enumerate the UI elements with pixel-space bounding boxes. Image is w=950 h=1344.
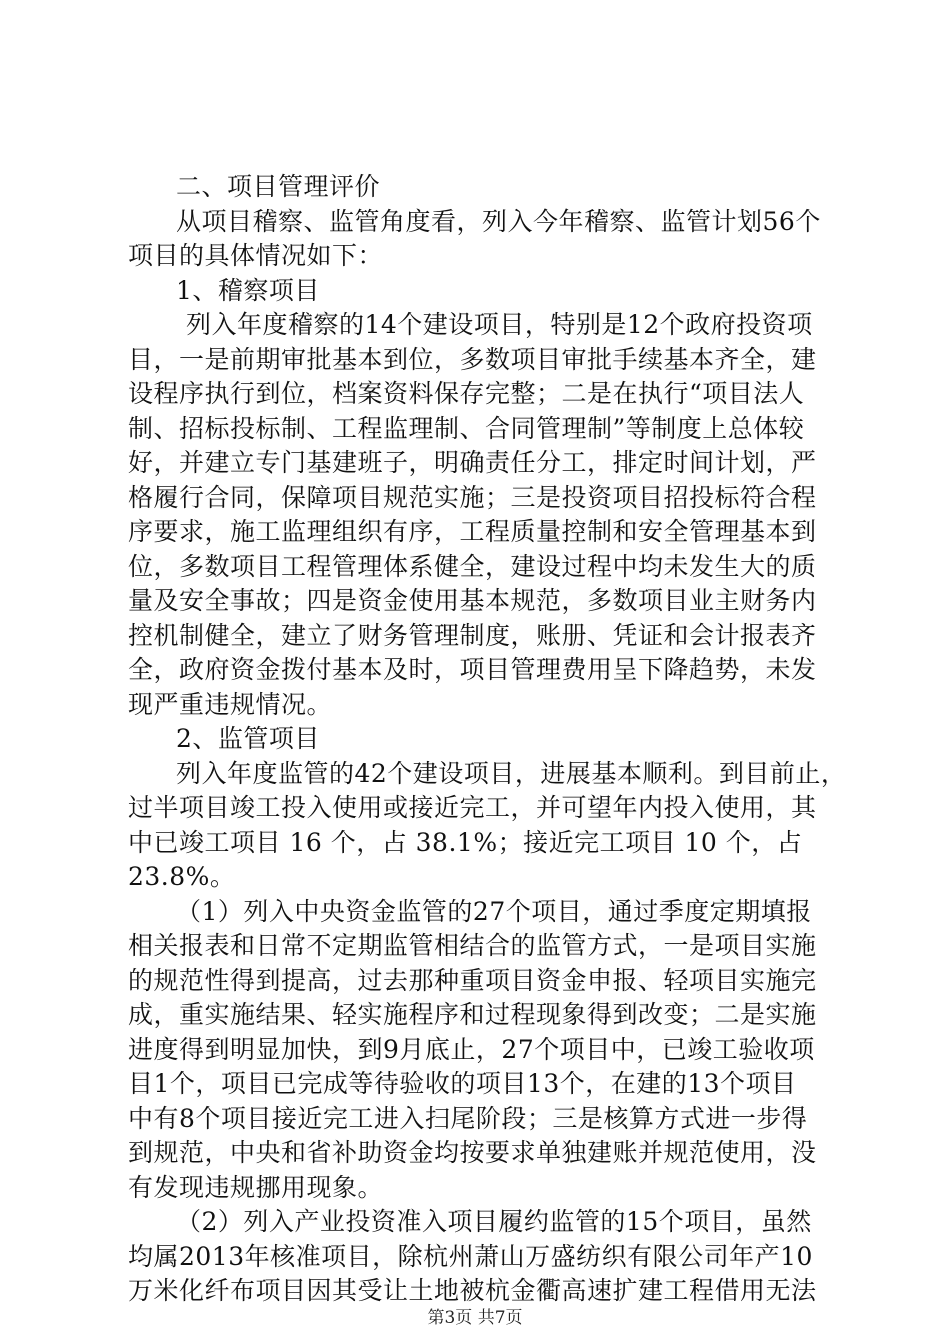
paragraph-line: 设程序执行到位，档案资料保存完整；二是在执行“项目法人 bbox=[128, 379, 805, 408]
paragraph-line: 到规范，中央和省补助资金均按要求单独建账并规范使用，没 bbox=[128, 1138, 817, 1167]
paragraph-line: （1）列入中央资金监管的27个项目，通过季度定期填报 bbox=[176, 896, 812, 926]
paragraph-line: 列入年度监管的42个建设项目，进展基本顺利。到目前止， bbox=[176, 758, 847, 788]
paragraph-line: 列入年度稽察的14个建设项目，特别是12个政府投资项 bbox=[186, 310, 813, 339]
paragraph-line: （2）列入产业投资准入项目履约监管的15个项目，虽然 bbox=[176, 1207, 812, 1236]
paragraph-line: 相关报表和日常不定期监管相结合的监管方式，一是项目实施 bbox=[128, 931, 817, 960]
paragraph-line: 的规范性得到提高，过去那种重项目资金申报、轻项目实施完 bbox=[128, 965, 817, 995]
paragraph-line: 万米化纤布项目因其受让土地被杭金衢高速扩建工程借用无法 bbox=[128, 1276, 817, 1305]
paragraph-line: 序要求，施工监理组织有序，工程质量控制和安全管理基本到 bbox=[128, 517, 817, 546]
paragraph-line: 进度得到明显加快，到9月底止，27个项目中，已竣工验收项 bbox=[128, 1034, 815, 1064]
paragraph-line: 量及安全事故；四是资金使用基本规范，多数项目业主财务内 bbox=[128, 586, 817, 615]
paragraph-line: 从项目稽察、监管角度看，列入今年稽察、监管计划56个 bbox=[176, 206, 821, 236]
paragraph-line: 位，多数项目工程管理体系健全，建设过程中均未发生大的质 bbox=[128, 551, 817, 581]
paragraph-line: 有发现违规挪用现象。 bbox=[128, 1172, 384, 1202]
paragraph-line: 中有8个项目接近完工进入扫尾阶段；三是核算方式进一步得 bbox=[128, 1103, 808, 1133]
paragraph-line: 控机制健全，建立了财务管理制度，账册、凭证和会计报表齐 bbox=[128, 620, 817, 650]
paragraph-line: 成，重实施结果、轻实施程序和过程现象得到改变；二是实施 bbox=[128, 1000, 817, 1029]
paragraph-line: 现严重违规情况。 bbox=[128, 689, 333, 719]
paragraph-line: 项目的具体情况如下： bbox=[128, 241, 384, 270]
paragraph-line: 全，政府资金拨付基本及时，项目管理费用呈下降趋势，未发 bbox=[128, 655, 817, 684]
paragraph-line: 格履行合同，保障项目规范实施；三是投资项目招投标符合程 bbox=[128, 482, 817, 512]
paragraph-line: 制、招标投标制、工程监理制、合同管理制”等制度上总体较 bbox=[128, 413, 805, 443]
paragraph-line: 好，并建立专门基建班子，明确责任分工，排定时间计划，严 bbox=[128, 448, 817, 477]
paragraph-line: 目1个，项目已完成等待验收的项目13个，在建的13个项目 bbox=[128, 1069, 797, 1098]
paragraph-line: 23.8%。 bbox=[128, 862, 236, 891]
paragraph-line: 过半项目竣工投入使用或接近完工，并可望年内投入使用，其 bbox=[128, 793, 817, 822]
paragraph-line: 中已竣工项目 16 个，占 38.1%；接近完工项目 10 个，占 bbox=[128, 827, 803, 857]
page-footer: 第3页 共7页 bbox=[427, 1308, 523, 1328]
subsection-heading: 2、监管项目 bbox=[176, 724, 320, 753]
section-heading: 二、项目管理评价 bbox=[176, 172, 381, 201]
paragraph-line: 目，一是前期审批基本到位，多数项目审批手续基本齐全，建 bbox=[128, 344, 817, 374]
subsection-heading: 1、稽察项目 bbox=[176, 275, 320, 305]
paragraph-line: 均属2013年核准项目，除杭州萧山万盛纺织有限公司年产10 bbox=[128, 1241, 813, 1271]
